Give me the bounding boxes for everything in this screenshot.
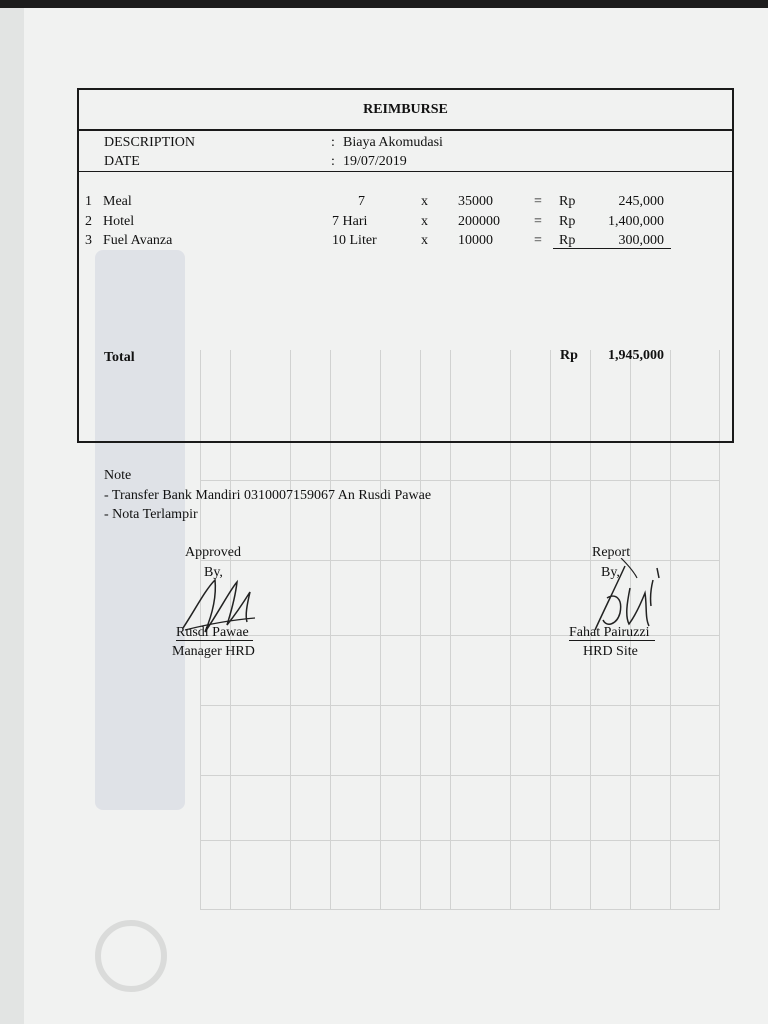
item-name: Meal bbox=[103, 194, 132, 209]
total-label: Total bbox=[104, 350, 135, 365]
item-name: Fuel Avanza bbox=[103, 233, 173, 248]
item-times: x bbox=[421, 233, 428, 248]
item-quantity: 7 bbox=[358, 194, 365, 209]
item-number: 1 bbox=[85, 194, 92, 209]
approved-label: Approved bbox=[185, 545, 241, 560]
scan-top-border bbox=[0, 0, 768, 8]
reporter-name-underline bbox=[569, 640, 655, 641]
item-number: 2 bbox=[85, 214, 92, 229]
description-colon: : bbox=[331, 135, 335, 150]
item-amount: 300,000 bbox=[618, 233, 664, 248]
item-name: Hotel bbox=[103, 214, 135, 229]
note-heading: Note bbox=[104, 468, 132, 483]
report-by-label: By, bbox=[601, 565, 620, 580]
signature-block-approved bbox=[150, 540, 300, 670]
item-quantity: 10 Liter bbox=[332, 233, 377, 248]
item-quantity: 7 Hari bbox=[332, 214, 368, 229]
reimburse-form bbox=[77, 88, 734, 443]
form-title: REIMBURSE bbox=[79, 90, 732, 131]
page-edge bbox=[0, 8, 24, 1024]
reporter-name: Fahat Pairuzzi bbox=[569, 625, 650, 640]
date-value: 19/07/2019 bbox=[343, 154, 407, 169]
item-equals: = bbox=[534, 194, 542, 209]
approved-by-label: By, bbox=[204, 565, 223, 580]
item-currency: Rp bbox=[559, 233, 576, 248]
item-amount: 1,400,000 bbox=[608, 214, 664, 229]
item-number: 3 bbox=[85, 233, 92, 248]
item-times: x bbox=[421, 214, 428, 229]
total-currency: Rp bbox=[560, 348, 578, 363]
note-line: - Nota Terlampir bbox=[104, 507, 198, 522]
item-price: 35000 bbox=[458, 194, 493, 209]
item-times: x bbox=[421, 194, 428, 209]
item-amount: 245,000 bbox=[618, 194, 664, 209]
description-value: Biaya Akomudasi bbox=[343, 135, 443, 150]
header-divider bbox=[79, 171, 732, 172]
item-equals: = bbox=[534, 214, 542, 229]
item-equals: = bbox=[534, 233, 542, 248]
report-label: Report bbox=[592, 545, 631, 560]
total-amount: 1,945,000 bbox=[608, 348, 664, 363]
signature-block-report bbox=[560, 540, 710, 670]
item-price: 10000 bbox=[458, 233, 493, 248]
note-line: - Transfer Bank Mandiri 0310007159067 An Rusdi Pawae bbox=[104, 488, 432, 503]
reporter-role: HRD Site bbox=[583, 644, 638, 659]
date-colon: : bbox=[331, 154, 335, 169]
description-label: DESCRIPTION bbox=[104, 135, 196, 150]
date-label: DATE bbox=[104, 154, 140, 169]
item-price: 200000 bbox=[458, 214, 500, 229]
approver-name-underline bbox=[176, 640, 253, 641]
approver-name: Rusdi Pawae bbox=[176, 625, 249, 640]
item-currency: Rp bbox=[559, 214, 576, 229]
subtotal-underline bbox=[553, 248, 671, 249]
show-through-logo bbox=[95, 920, 167, 992]
item-currency: Rp bbox=[559, 194, 576, 209]
approver-role: Manager HRD bbox=[172, 644, 255, 659]
